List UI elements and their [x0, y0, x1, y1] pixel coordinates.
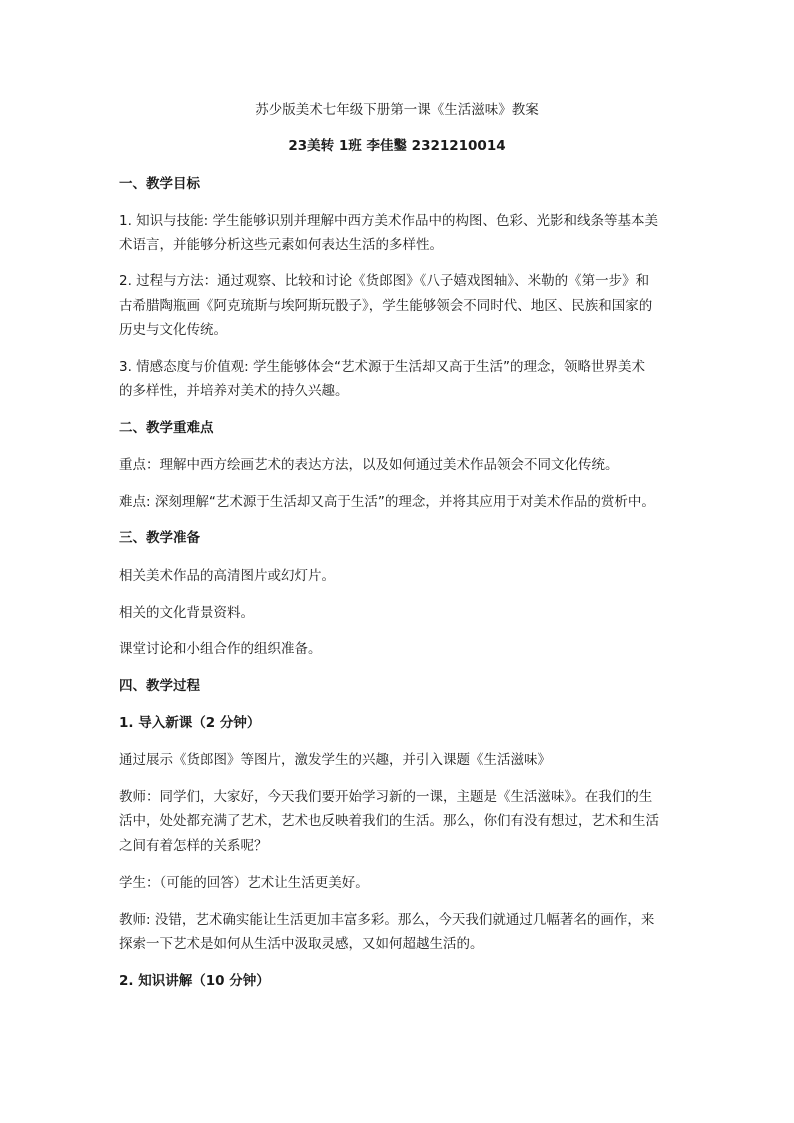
teacher-dialogue-1-line-3: 之间有着怎样的关系呢？	[119, 838, 268, 854]
author-line: 23美转 1班 李佳鑿 2321210014	[288, 138, 506, 154]
objective-3-line-2: 的多样性，并培养对美术的持久兴趣。	[119, 383, 349, 399]
section-heading-preparation: 三、教学准备	[119, 530, 200, 546]
section-heading-objectives: 一、教学目标	[119, 176, 200, 192]
student-dialogue-1: 学生：（可能的回答）艺术让生活更美好。	[119, 875, 369, 891]
process-step-2-heading: 2. 知识讲解（10 分钟）	[119, 973, 270, 989]
process-step-1-heading: 1. 导入新课（2 分钟）	[119, 715, 261, 731]
objective-1-line-1: 1. 知识与技能: 学生能够识别并理解中西方美术作品中的构图、色彩、光影和线条等基本美	[119, 213, 659, 229]
teacher-dialogue-2-line-1: 教师: 没错，艺术确实能让生活更加丰富多彩。那么，今天我们就通过几幅著名的画作，来	[119, 912, 655, 928]
objective-2-line-3: 历史与文化传统。	[119, 322, 227, 338]
process-step-1-intro: 通过展示《货郎图》等图片，激发学生的兴趣，并引入课题《生活滋味》	[119, 752, 551, 768]
teacher-dialogue-1-line-2: 活中，处处都充满了艺术，艺术也反映着我们的生活。那么，你们有没有想过，艺术和生活	[119, 813, 659, 829]
preparation-item-3: 课堂讨论和小组合作的组织准备。	[119, 641, 322, 657]
teacher-dialogue-2-line-2: 探索一下艺术是如何从生活中汲取灵感，又如何超越生活的。	[119, 936, 484, 952]
difficult-point-text: 难点: 深刻理解“艺术源于生活却又高于生活”的理念，并将其应用于对美术作品的赏析中。	[119, 494, 655, 510]
section-heading-key-points: 二、教学重难点	[119, 420, 214, 436]
document-title: 苏少版美术七年级下册第一课《生活滋味》教案	[255, 102, 539, 118]
teacher-dialogue-1-line-1: 教师：同学们，大家好，今天我们要开始学习新的一课，主题是《生活滋味》。在我们的生	[119, 789, 653, 805]
objective-3-line-1: 3. 情感态度与价值观: 学生能够体会“艺术源于生活却又高于生活”的理念，领略世界美术	[119, 359, 645, 375]
objective-2-line-2: 古希腊陶瓶画《阿克琉斯与埃阿斯玩骰子》，学生能够领会不同时代、地区、民族和国家的	[119, 298, 653, 314]
objective-2-line-1: 2. 过程与方法：通过观察、比较和讨论《货郎图》《八子嬉戏图轴》、米勒的《第一步》和	[119, 273, 650, 289]
preparation-item-2: 相关的文化背景资料。	[119, 605, 254, 621]
key-point-text: 重点：理解中西方绘画艺术的表达方法，以及如何通过美术作品领会不同文化传统。	[119, 457, 619, 473]
section-heading-process: 四、教学过程	[119, 678, 200, 694]
objective-1-line-2: 术语言，并能够分析这些元素如何表达生活的多样性。	[119, 237, 443, 253]
preparation-item-1: 相关美术作品的高清图片或幻灯片。	[119, 568, 335, 584]
